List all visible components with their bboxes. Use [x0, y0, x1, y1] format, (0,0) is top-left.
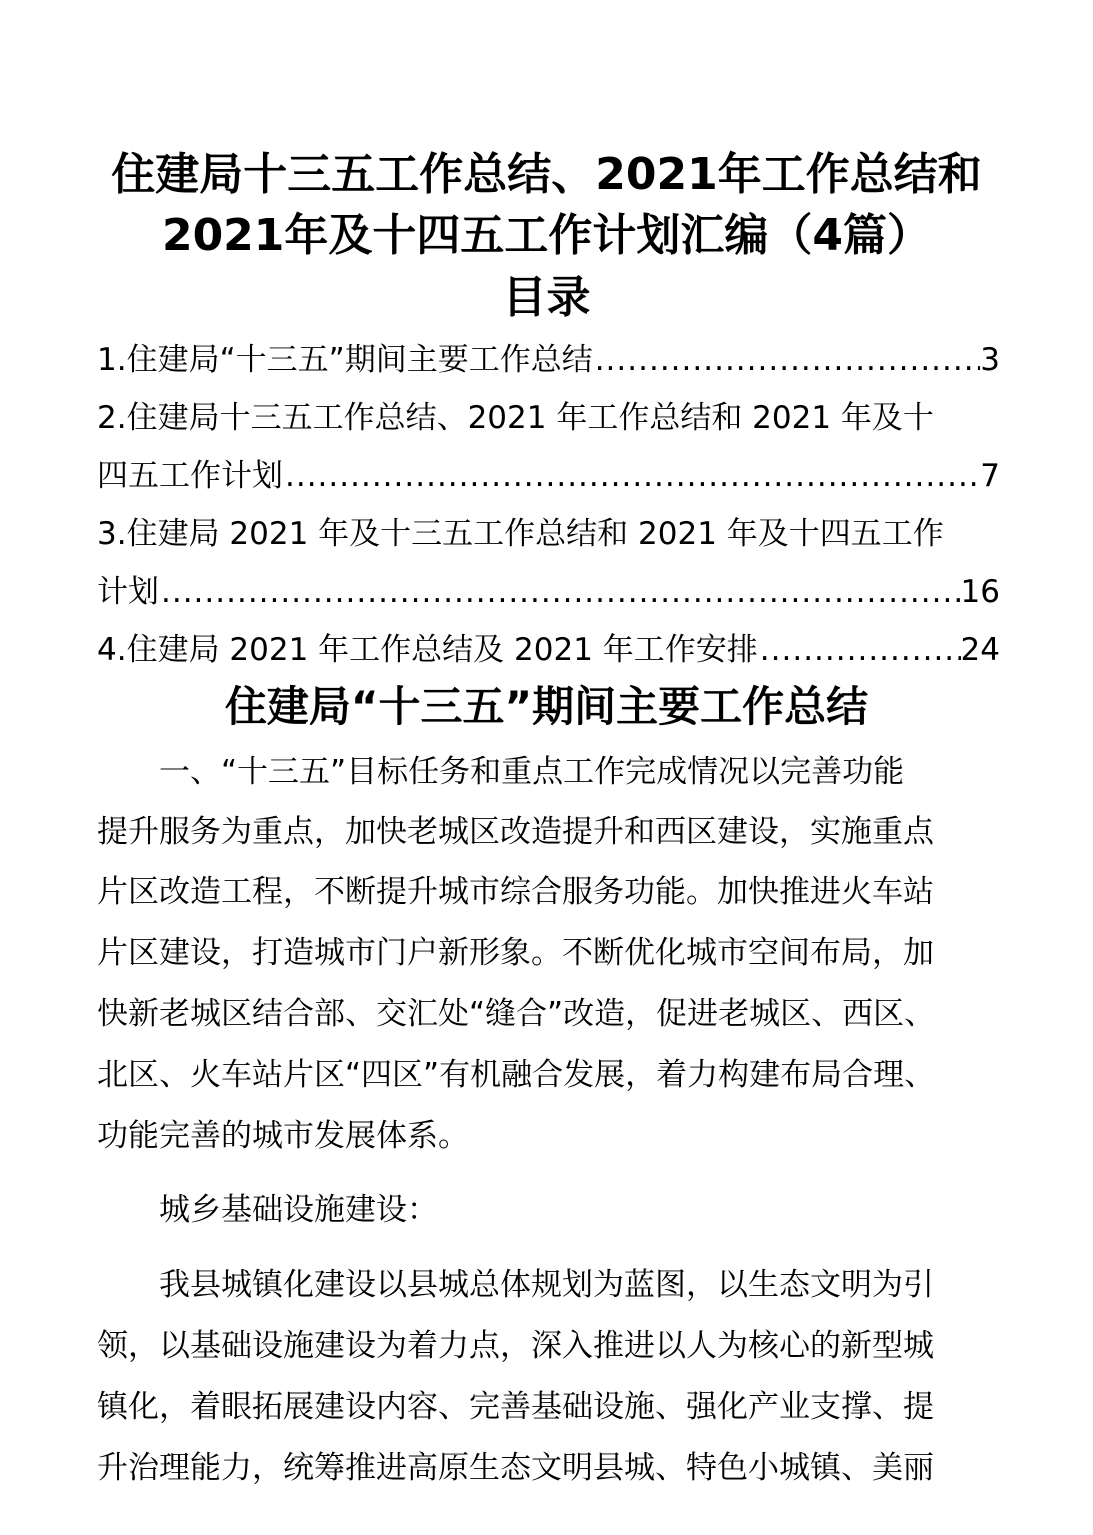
toc-heading: 目录 — [502, 272, 591, 323]
toc-entry-2-line-1[interactable]: 2.住建局十三五工作总结、2021 年工作总结和 2021 年及十 — [97, 400, 934, 436]
toc-entry-page: 24 — [960, 632, 1000, 668]
toc-entry-3[interactable] — [97, 572, 1000, 612]
toc-entry-text: 1.住建局“十三五”期间主要工作总结 — [97, 342, 593, 378]
paragraph-line: 领，以基础设施建设为着力点，深入推进以人为核心的新型城 — [97, 1328, 934, 1364]
toc-entry-4[interactable] — [97, 630, 1000, 670]
subheading: 城乡基础设施建设： — [97, 1192, 438, 1228]
paragraph-line: 北区、火车站片区“四区”有机融合发展，着力构建布局合理、 — [97, 1057, 936, 1093]
document-title-line-1: 住建局十三五工作总结、2021年工作总结和 — [111, 149, 982, 200]
toc-entry-1[interactable] — [97, 340, 1000, 380]
toc-entry-2[interactable] — [97, 456, 1000, 496]
section-title: 住建局“十三五”期间主要工作总结 — [224, 682, 869, 731]
toc-entry-text: 计划 — [97, 574, 159, 610]
toc-entry-page: 16 — [960, 574, 1000, 610]
paragraph-line: 片区改造工程，不断提升城市综合服务功能。加快推进火车站 — [97, 874, 934, 910]
toc-entry-page: 3 — [980, 342, 1000, 378]
paragraph-line: 升治理能力，统筹推进高原生态文明县城、特色小城镇、美丽 — [97, 1450, 934, 1486]
document-title-line-2: 2021年及十四五工作计划汇编（4篇） — [161, 210, 932, 261]
toc-leader-dots — [283, 456, 980, 496]
paragraph-line: 片区建设，打造城市门户新形象。不断优化城市空间布局，加 — [97, 935, 934, 971]
toc-leader-dots — [758, 630, 961, 670]
toc-entry-3-line-1[interactable]: 3.住建局 2021 年及十三五工作总结和 2021 年及十四五工作 — [97, 516, 944, 552]
toc-entry-text: 4.住建局 2021 年工作总结及 2021 年工作安排 — [97, 632, 758, 668]
toc-entry-page: 7 — [980, 458, 1000, 494]
paragraph-line: 我县城镇化建设以县城总体规划为蓝图，以生态文明为引 — [97, 1267, 934, 1303]
toc-leader-dots — [159, 572, 961, 612]
paragraph-line: 功能完善的城市发展体系。 — [97, 1118, 469, 1154]
toc-leader-dots — [593, 340, 981, 380]
toc-entry-text: 四五工作计划 — [97, 458, 283, 494]
paragraph-line: 一、“十三五”目标任务和重点工作完成情况以完善功能 — [97, 754, 905, 790]
paragraph-line: 镇化，着眼拓展建设内容、完善基础设施、强化产业支撑、提 — [97, 1389, 934, 1425]
paragraph-line: 提升服务为重点，加快老城区改造提升和西区建设，实施重点 — [97, 814, 934, 850]
paragraph-line: 快新老城区结合部、交汇处“缝合”改造，促进老城区、西区、 — [97, 996, 936, 1032]
